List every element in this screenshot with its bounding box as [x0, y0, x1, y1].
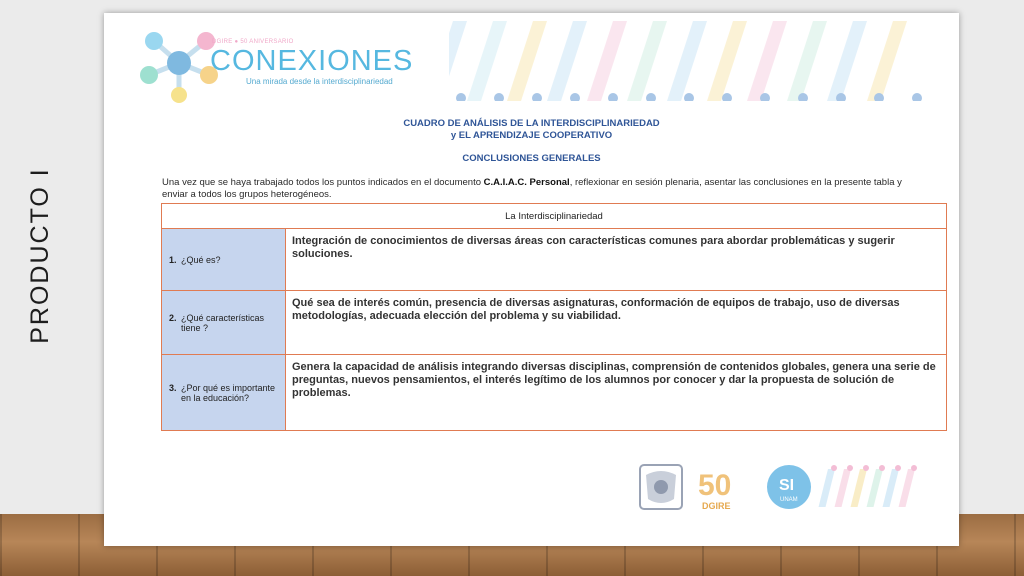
table-row [162, 291, 947, 355]
logo-subtitle: Una mirada desde la interdisciplinariedad [246, 77, 393, 86]
intro-paragraph [162, 177, 902, 201]
intro-text-bold: C.A.I.A.C. Personal [483, 177, 570, 188]
dgire-50-text: 50 [698, 469, 732, 502]
si-unam-logo [767, 465, 811, 509]
stripes-mini-logo [819, 465, 917, 507]
document-image [104, 13, 959, 546]
question-text: ¿Qué características tiene ? [181, 312, 265, 333]
dgire-50-logo [698, 469, 731, 511]
si-text: SI [779, 477, 795, 494]
table-header: La Interdisciplinariedad [162, 204, 947, 229]
answer-cell: Integración de conocimientos de diversas áreas con características comunes para abordar problemáticas y sugerir soluciones. [286, 229, 947, 291]
logo-anniversary-text: DGIRE ● 50 ANIVERSARIO [212, 39, 294, 45]
question-cell [162, 229, 286, 291]
intro-text-start: Una vez que se haya trabajado todos los puntos indicados en el documento [162, 177, 484, 188]
question-cell [162, 355, 286, 431]
question-number: 2. [169, 312, 177, 323]
question-text: ¿Qué es? [181, 254, 221, 265]
document-heading-line1: CUADRO DE ANÁLISIS DE LA INTERDISCIPLINARIEDAD [403, 118, 660, 129]
document-heading-line2: y EL APRENDIZAJE COOPERATIVO [450, 130, 613, 141]
si-unam-label: UNAM [780, 497, 798, 503]
interdisciplinarity-table [161, 203, 947, 431]
answer-cell: Qué sea de interés común, presencia de diversas asignaturas, conformación de equipos de trabajo, uso de diversas metodologías, adecuada elección del problema y su viabilidad. [286, 291, 947, 355]
footer-logos [634, 461, 934, 513]
table-row [162, 355, 947, 431]
unam-shield-logo [640, 465, 682, 509]
logo-wordmark: CONEXIONES [210, 45, 414, 77]
document-heading-conclusions: CONCLUSIONES GENERALES [462, 153, 601, 164]
dgire-label: DGIRE [702, 501, 731, 511]
side-title-text: PRODUCTO I [25, 166, 54, 344]
table-row [162, 229, 947, 291]
intro-text-end: , reflexionar en sesión plenaria, asentar las conclusiones en la presente tabla y enviar a todos los grupos heterogéneos. [162, 177, 902, 200]
decorative-stripes-graphic [449, 21, 939, 101]
question-cell [162, 291, 286, 355]
question-number: 1. [169, 254, 177, 265]
question-text: ¿Por qué es importante en la educación? [181, 382, 276, 403]
question-number: 3. [169, 382, 177, 393]
side-title [20, 160, 60, 350]
answer-cell: Genera la capacidad de análisis integrando diversas disciplinas, comprensión de contenidos globales, genera una serie de preguntas, nuevos pensamientos, el interés legítimo de los alumnos por conocer y dar la propuesta de solución de problemas. [286, 355, 947, 431]
